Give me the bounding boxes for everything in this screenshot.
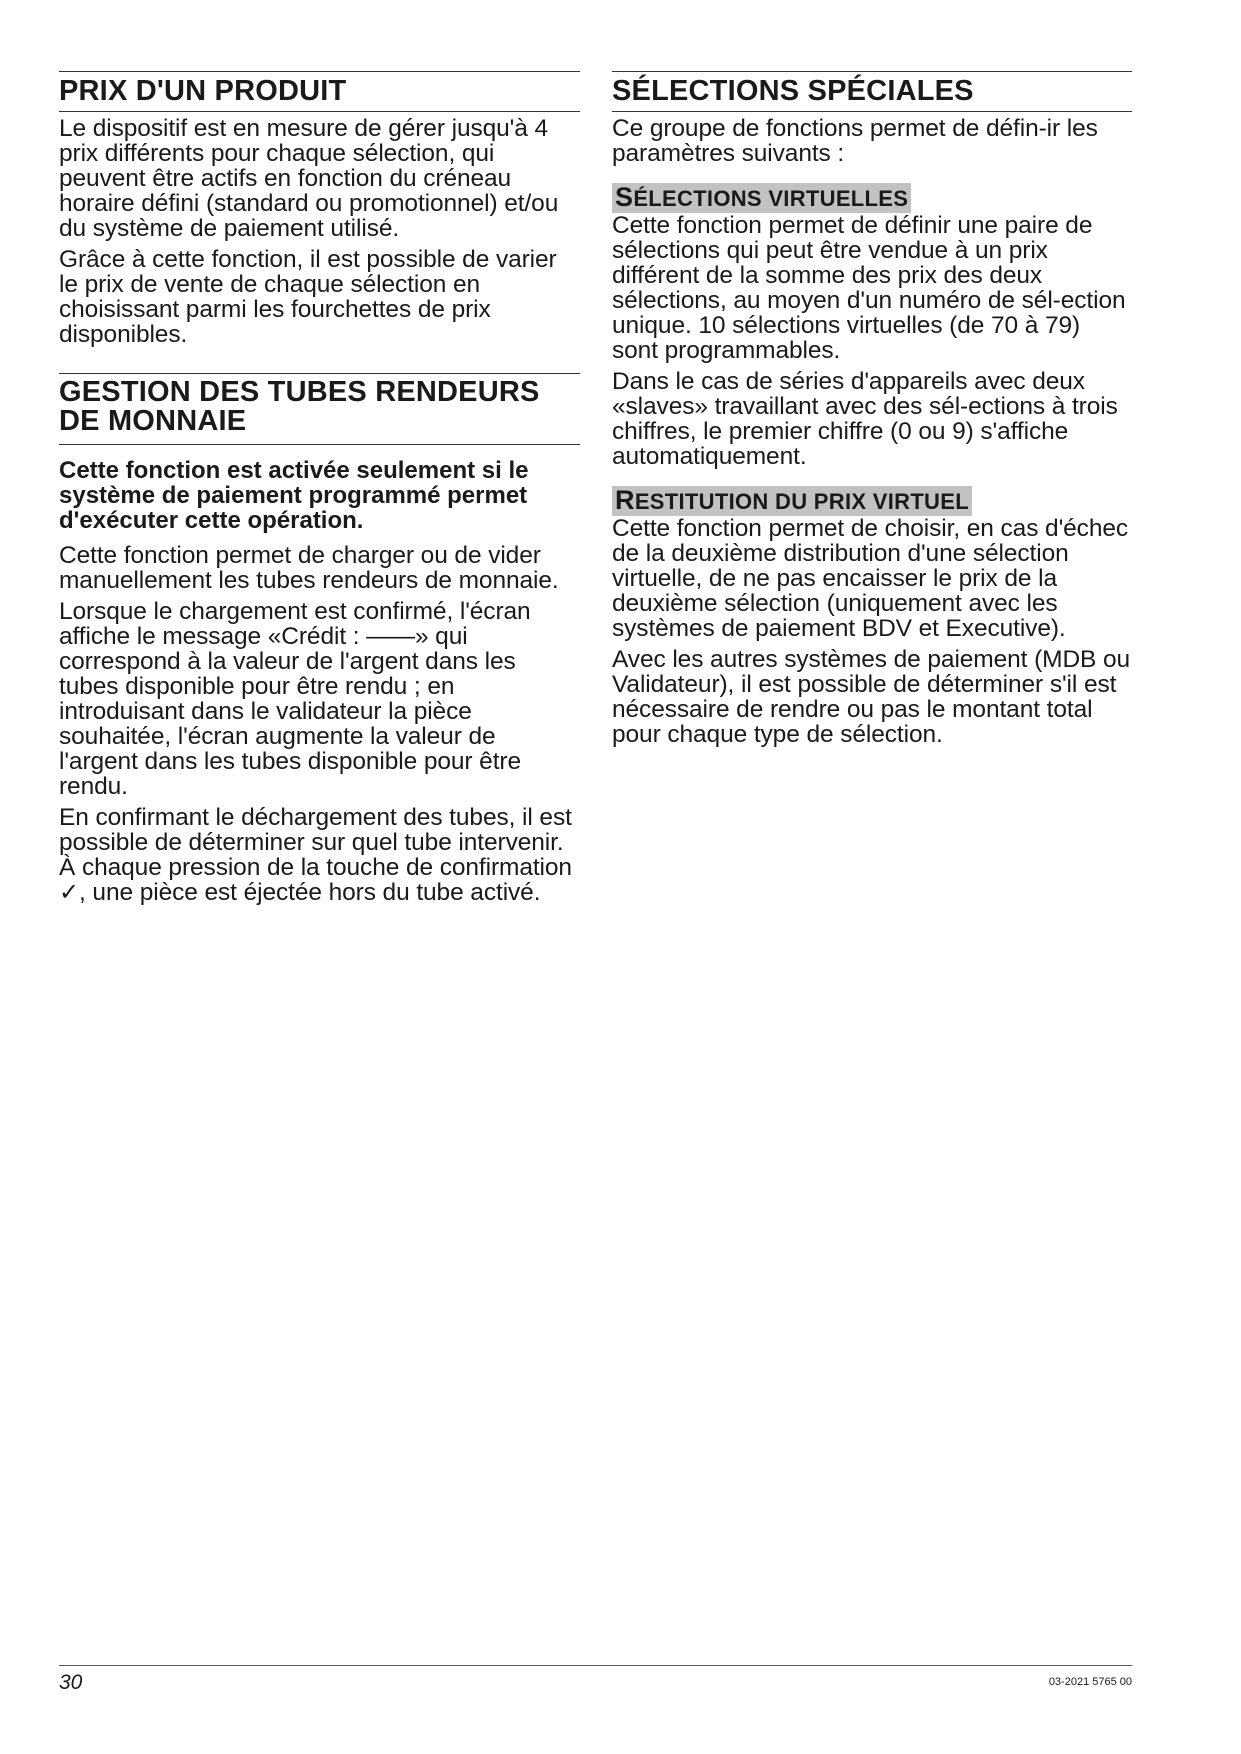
subhead-restitution-rest: ESTITUTION DU PRIX VIRTUEL xyxy=(634,489,969,514)
document-reference: 03-2021 5765 00 xyxy=(1048,1676,1132,1688)
page-number: 30 xyxy=(59,1671,83,1694)
right-column xyxy=(612,71,1132,747)
restitution-body xyxy=(612,516,1132,747)
prix-body xyxy=(59,116,580,347)
gestion-paragraph-2: Lorsque le chargement est confirmé, l'écran affiche le message «Crédit : ——» qui correspond à la valeur de l'argent dans les tubes disponible pour être rendu ; en introduisant dans le validateur la pièce souhaitée, l'écran augmente la valeur de l'argent dans les tubes disponible pour être rendu. xyxy=(59,598,531,800)
subhead-virtuelles-rest: ÉLECTIONS VIRTUELLES xyxy=(633,186,909,211)
gestion-paragraph-3-end: , une pièce est éjectée hors du tube activé. xyxy=(79,879,541,906)
selections-intro: Ce groupe de fonctions permet de défin-ir les paramètres suivants : xyxy=(612,115,1098,167)
subhead-restitution-initial: R xyxy=(615,485,635,515)
virtuelles-paragraph-2: Dans le cas de séries d'appareils avec deux «slaves» travaillant avec des sél-ections à trois chiffres, le premier chiffre (0 ou 9) s'affiche automatiquement. xyxy=(612,368,1118,470)
prix-paragraph-1: Le dispositif est en mesure de gérer jusqu'à 4 prix différents pour chaque sélection, qui peuvent être actifs en fonction du créneau horaire défini (standard ou promotionnel) et/ou du système de paiement utilisé. xyxy=(59,115,559,242)
gestion-title-line-1: GESTION DES TUBES RENDEURS xyxy=(59,376,540,408)
prix-paragraph-2: Grâce à cette fonction, il est possible de varier le prix de vente de chaque sélection en choisissant parmi les fourchettes de prix disponibles. xyxy=(59,246,557,348)
gestion-paragraph-3-start: En confirmant le déchargement des tubes, il est possible de déterminer sur quel tube intervenir. À chaque pression de la touche de confirmation xyxy=(59,804,572,881)
section-title-selections-speciales: SÉLECTIONS SPÉCIALES xyxy=(612,71,1132,112)
virtuelles-body xyxy=(612,213,1132,469)
left-column xyxy=(59,71,580,905)
restitution-paragraph-1: Cette fonction permet de choisir, en cas d'échec de la deuxième distribution d'une sélection virtuelle, de ne pas encaisser le prix de la deuxième sélection (uniquement avec les systèmes de paiement BDV et Executive). xyxy=(612,515,1129,642)
gestion-paragraph-1: Cette fonction permet de charger ou de vider manuellement les tubes rendeurs de monnaie. xyxy=(59,542,559,594)
subhead-restitution-prix-virtuel xyxy=(612,486,1132,516)
gestion-title-line-2: DE MONNAIE xyxy=(59,405,247,437)
section-title-gestion xyxy=(59,373,580,445)
subhead-selections-virtuelles xyxy=(612,183,1132,213)
checkmark-icon: ✓ xyxy=(59,878,80,906)
restitution-paragraph-2: Avec les autres systèmes de paiement (MDB ou Validateur), il est possible de déterminer s'il est nécessaire de rendre ou pas le montant total pour chaque type de sélection. xyxy=(612,646,1131,748)
gestion-body xyxy=(59,543,580,905)
section-title-prix: PRIX D'UN PRODUIT xyxy=(59,71,580,112)
page-footer xyxy=(59,1665,1132,1696)
gestion-bold-note: Cette fonction est activée seulement si le système de paiement programmé permet d'exécuter cette opération. xyxy=(59,457,529,534)
subhead-virtuelles-initial: S xyxy=(615,182,634,212)
gestion-paragraph-3 xyxy=(59,805,580,905)
virtuelles-paragraph-1: Cette fonction permet de définir une paire de sélections qui peut être vendue à un prix différent de la somme des prix des deux sélections, au moyen d'un numéro de sél-ection unique. 10 sélections virtuelles (de 70 à 79) sont programmables. xyxy=(612,212,1126,364)
